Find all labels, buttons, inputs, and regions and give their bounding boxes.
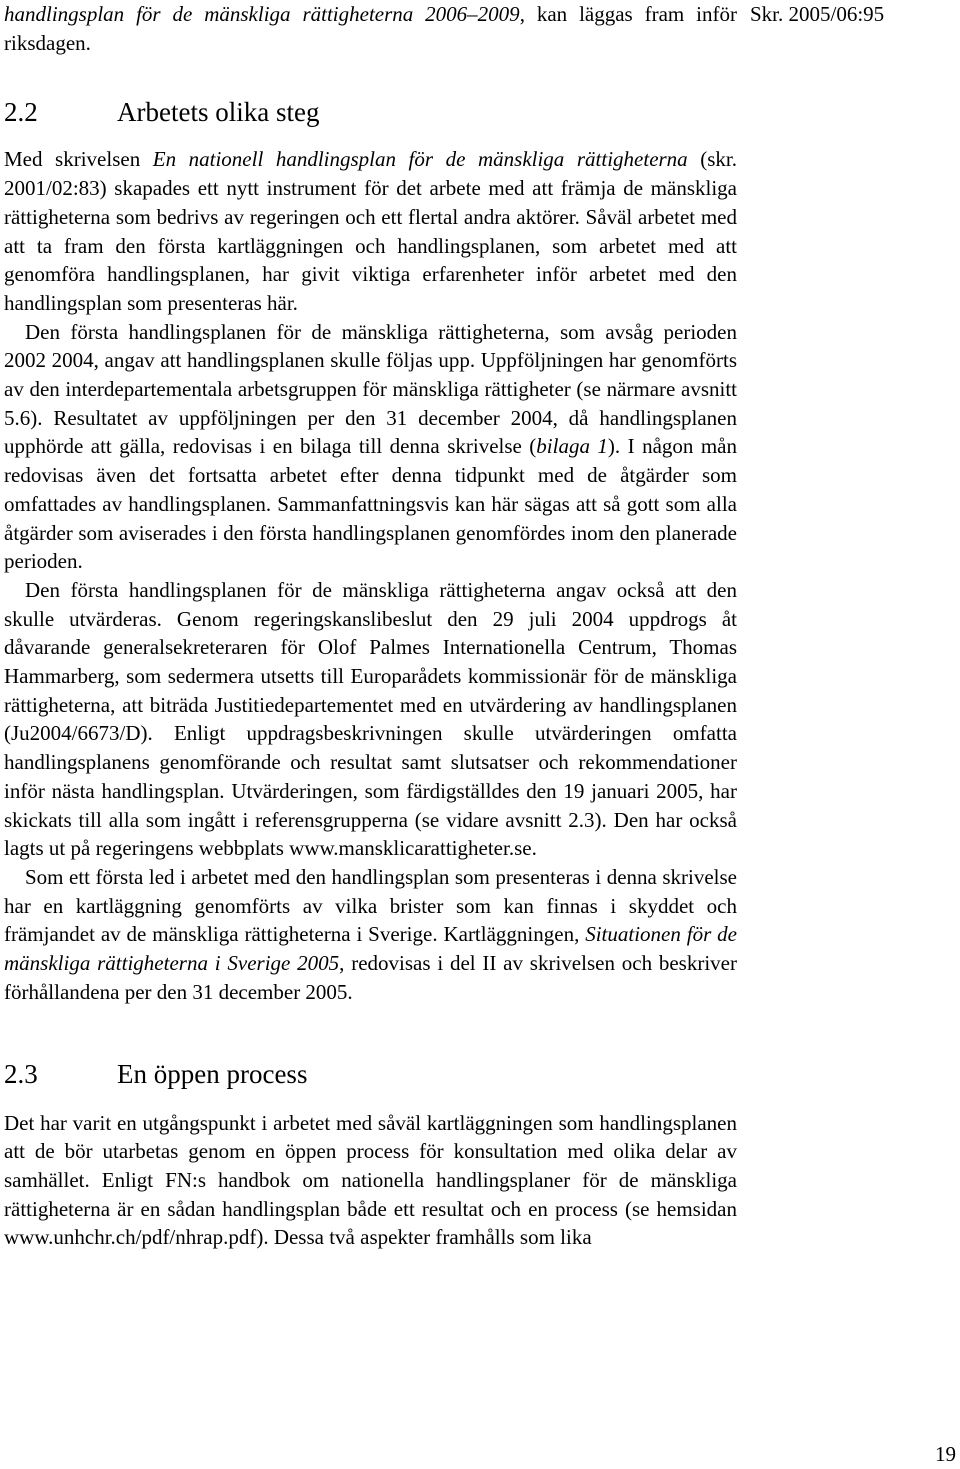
paragraph-text: (skr. 2001/02:83) skapades ett nytt instrument för det arbete med att främja de mänskliga rättigheterna som bedrivs av regeringen och ett flertal andra aktörer. Såväl arbetet med att ta fram den första kartläggningen och handlingsplanen, som arbetet med att genomföra handlingsplanen, har givit viktiga erfarenheter inför arbetet med den handlingsplan som presenteras här.: [4, 147, 737, 315]
paragraph: Det har varit en utgångspunkt i arbetet med såväl kartläggningen som handlingsplanen att de bör utarbetas genom en öppen process för konsultation med olika delar av samhället. Enligt FN:s handbok om nationella handlingsplaner för de mänskliga rättigheterna är en sådan handlingsplan både ett resultat och en process (se hemsidan www.unhchr.ch/pdf/nhrap.pdf). Dessa två aspekter framhålls som lika: [4, 1110, 737, 1250]
paragraph-text: Som ett första led i arbetet med den handlingsplan som presenteras i denna skrivelse har en kartläggning genomförts av vilka brister som kan finnas i skyddet och främjandet av de mänskliga rättigheterna i Sverige. Kartläggningen,: [4, 864, 737, 947]
paragraph-text: Den första handlingsplanen för de mänskliga rättigheterna, som avsåg perioden 2002 2004, angav att handlingsplanen skulle följas upp. Uppföljningen har genomförts av den interdepartementala arbetsgruppen för mänskliga rättigheter (se närmare avsnitt 5.6). Resultatet av uppföljningen per den 31 december 2004, då handlingsplanen upphörde att gälla, redovisas i en bilaga till denna skrivelse (: [4, 319, 737, 459]
italic-plan-title: handlingsplan för de mänskliga rättigheterna 2006–2009: [4, 2, 520, 26]
paragraph: [4, 863, 737, 1007]
section-number: 2.3: [4, 1058, 38, 1089]
italic-annex-ref: bilaga 1: [536, 434, 608, 459]
page-number: 19: [935, 1442, 956, 1466]
section-title: Arbetets olika steg: [117, 97, 320, 128]
main-column: [4, 0, 737, 1252]
paragraph: Den första handlingsplanen för de mänskliga rättigheterna angav också att den skulle utvärderas. Genom regeringskanslibeslut den 29 juli 2004 uppdrogs åt dåvarande generalsekreteraren för Olof Palmes Internationella Centrum, Thomas Hammarberg, som sedermera utsetts till Europarådets kommissionär för de mänskliga rättigheterna, att biträda Justitiedepartementet med en utvärdering av handlingsplanen (Ju2004/6673/D). Enligt uppdragsbeskrivningen skulle utvärderingen omfatta handlingsplanens genomförande och resultat samt slutsatser och rekommendationer inför nästa handlingsplan. Utvärderingen, som färdigställdes den 19 januari 2005, har skickats till alla som ingått i referensgrupperna (se vidare avsnitt 2.3). Den har också lagts ut på regeringens webbplats www.mansklicarattigheter.se.: [4, 577, 737, 861]
section-heading-2-2: [4, 95, 737, 129]
italic-report-title: Situationen för de mänskliga rättigheterna i Sverige 2005: [4, 922, 737, 976]
continued-paragraph: [4, 0, 737, 57]
paragraph-text: , kan läggas fram inför riksdagen.: [4, 2, 737, 55]
paragraph: [4, 318, 737, 576]
italic-title: En nationell handlingsplan för de mänskliga rättigheterna: [152, 147, 688, 172]
section-number: 2.2: [4, 97, 38, 128]
paragraph-text: ). I någon mån redovisas även det fortsatta arbetet efter denna tidpunkt med de åtgärder som omfattades av handlingsplanen. Sammanfattningsvis kan här sägas att så gott som alla åtgärder som aviserades i den första handlingsplanen genomfördes inom den planerade perioden.: [4, 434, 737, 574]
document-reference: Skr. 2005/06:95: [750, 2, 885, 26]
section-title: En öppen process: [117, 1058, 308, 1089]
paragraph: [4, 145, 737, 317]
paragraph-text: , redovisas i del II av skrivelsen och beskriver förhållandena per den 31 december 2005.: [4, 951, 737, 1004]
paragraph-text: Med skrivelsen: [4, 147, 153, 172]
section-heading-2-3: [4, 1057, 737, 1091]
